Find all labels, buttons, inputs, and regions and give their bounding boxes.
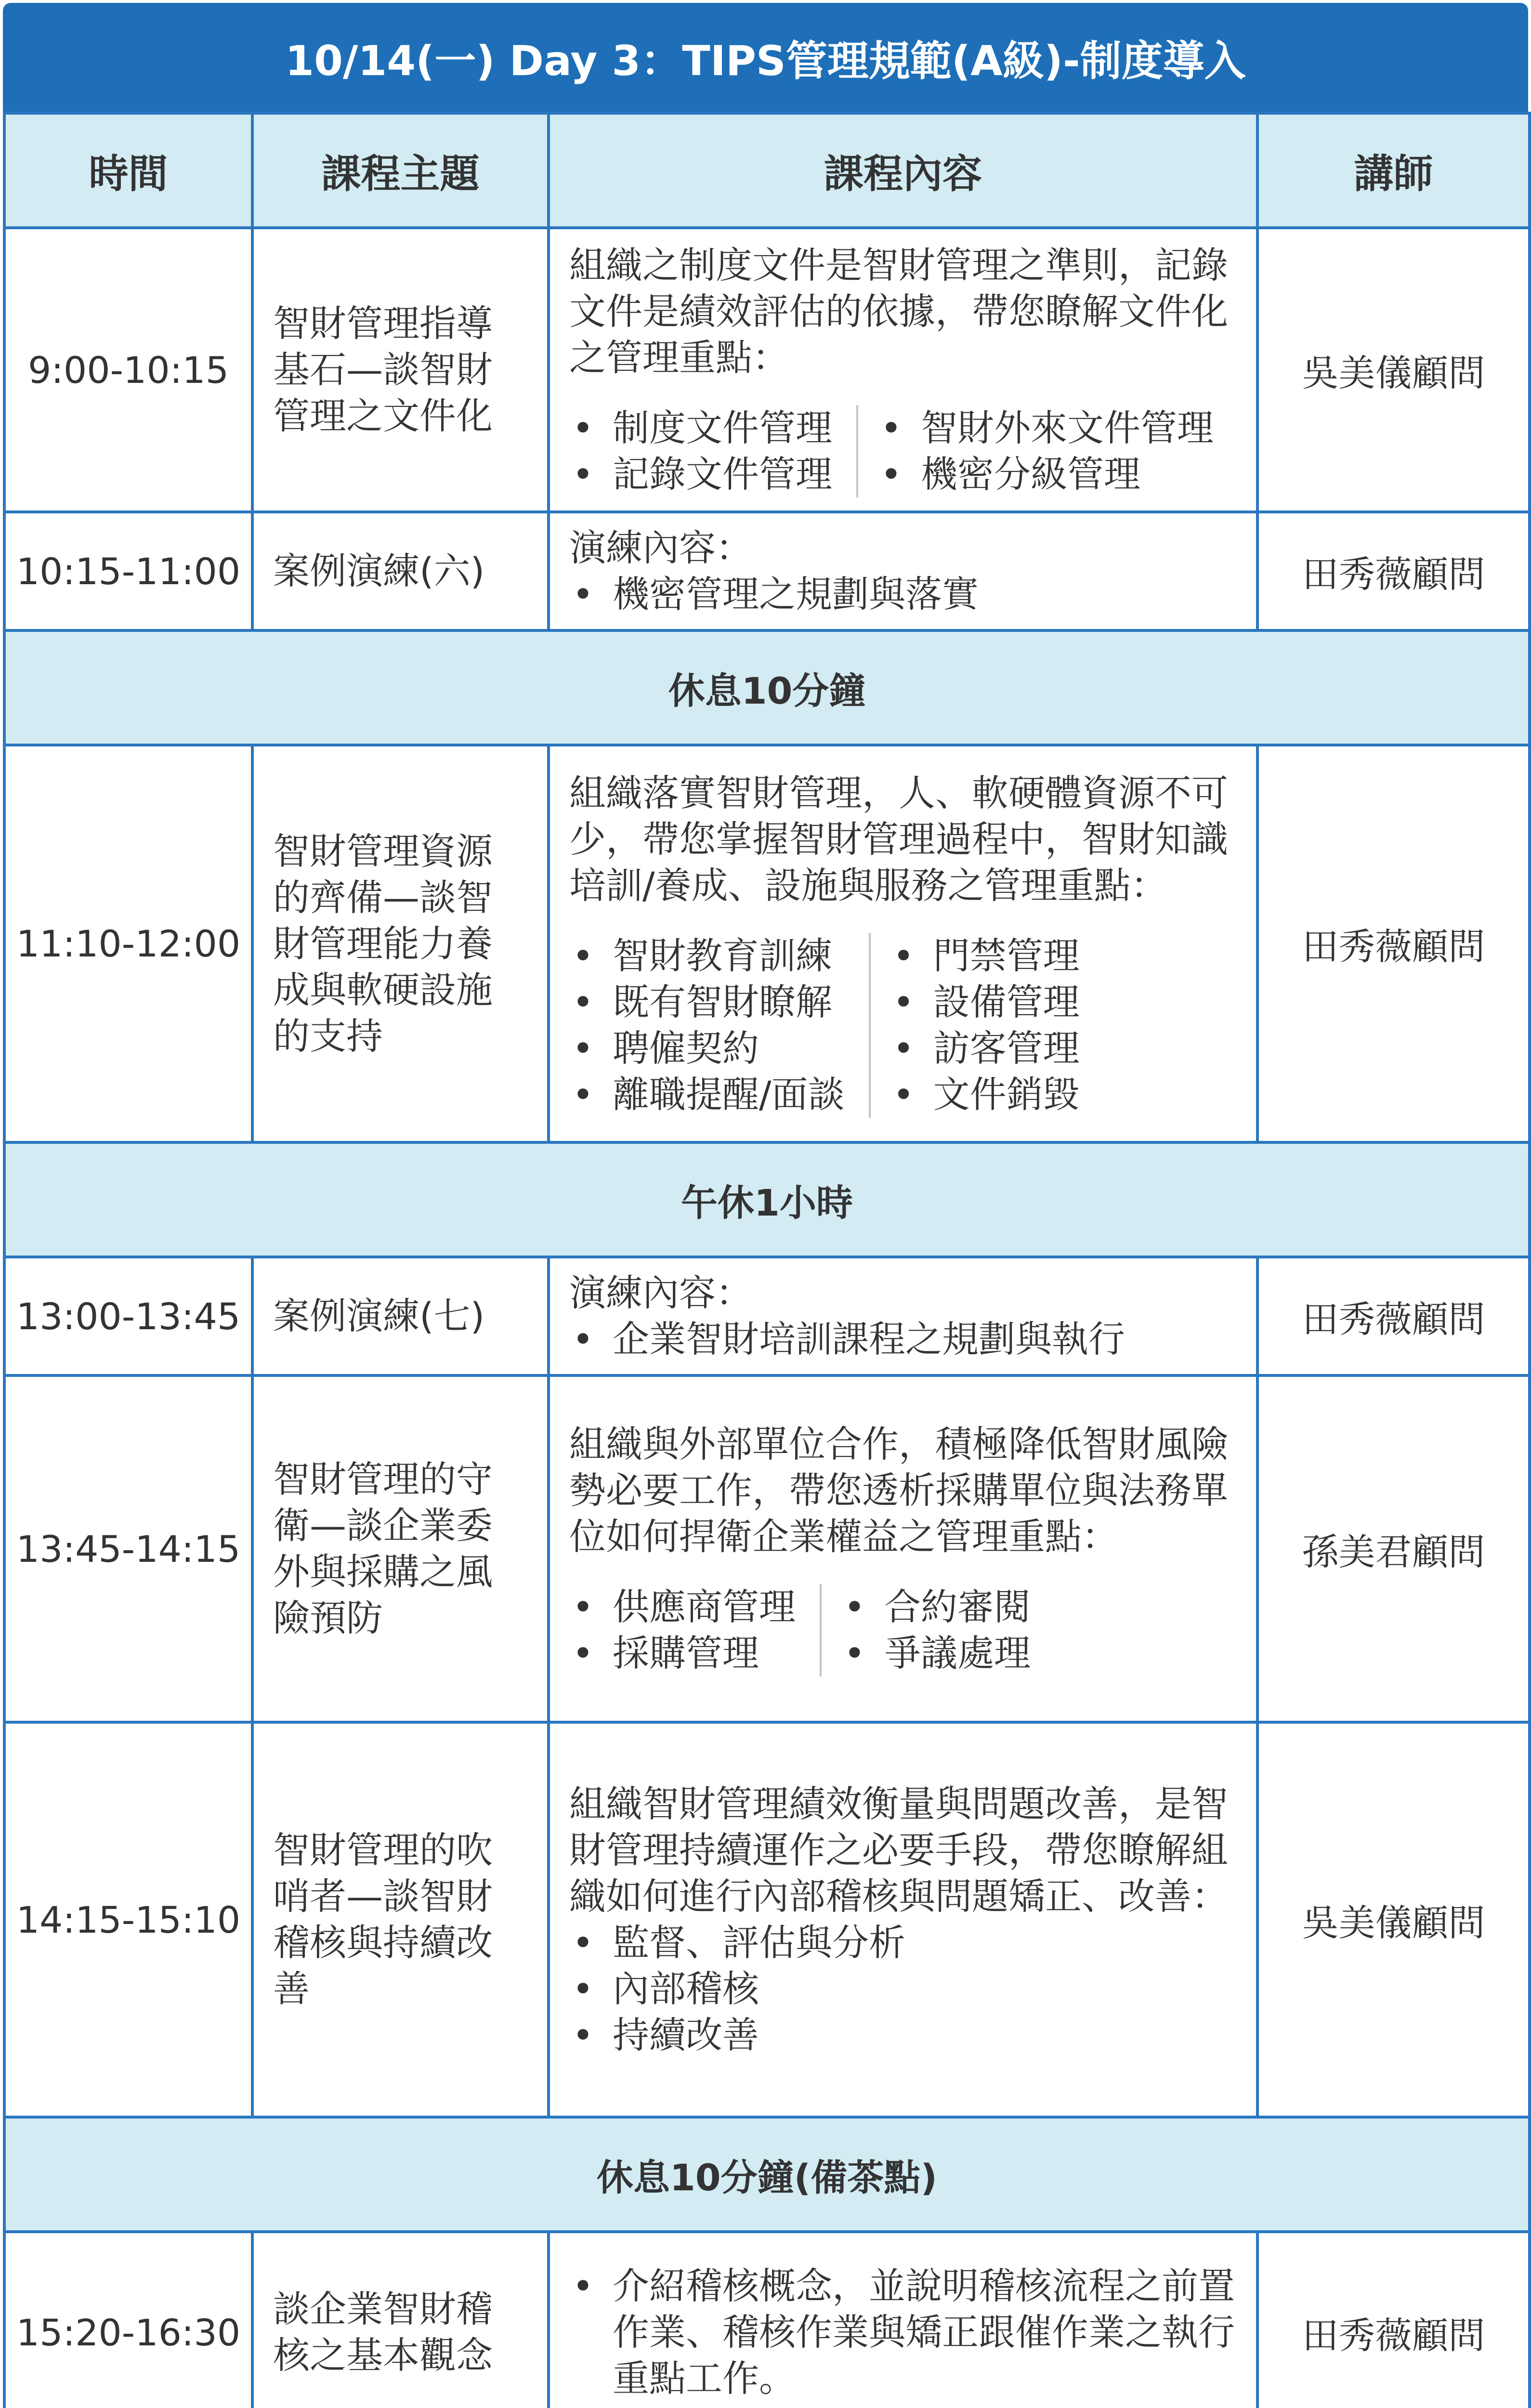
session-row: [4, 1257, 1530, 1375]
list-item: • 門禁管理: [890, 933, 1080, 979]
session-topic: 智財管理指導基石—談智財管理之文件化: [252, 228, 549, 512]
session-topic: 智財管理的吹哨者—談智財稽核與持續改善: [252, 1722, 549, 2117]
session-time: 15:20-16:30: [4, 2232, 252, 2408]
list-item: • 採購管理: [569, 1630, 796, 1676]
page-title: 10/14(一) Day 3：TIPS管理規範(A級)-制度導入: [3, 3, 1528, 112]
content-list: [569, 2263, 1237, 2402]
list-item: • 供應商管理: [569, 1584, 796, 1630]
session-teacher: 吳美儀顧問: [1257, 1722, 1530, 2117]
session-teacher: 孫美君顧問: [1257, 1375, 1530, 1722]
session-topic: 智財管理資源的齊備—談智財管理能力養成與軟硬設施的支持: [252, 745, 549, 1142]
schedule-table: [3, 112, 1531, 2408]
session-teacher: 田秀薇顧問: [1257, 2232, 1530, 2408]
header-topic: 課程主題: [252, 113, 549, 228]
session-row: [4, 512, 1530, 630]
content-intro: 組織智財管理績效衡量與問題改善，是智財管理持續運作之必要手段，帶您瞭解組織如何進行內部稽核與問題矯正、改善：: [569, 1782, 1228, 1918]
content-list-left: [569, 1584, 822, 1676]
session-row: [4, 1722, 1530, 2117]
break-label: 休息10分鐘(備茶點): [4, 2117, 1530, 2232]
session-topic: 案例演練(七): [252, 1257, 549, 1375]
session-content: [549, 745, 1257, 1142]
list-item: • 持續改善: [569, 2012, 1237, 2058]
list-item: • 介紹稽核概念，並說明稽核流程之前置作業、稽核作業與矯正跟催作業之執行重點工作。: [569, 2263, 1237, 2402]
session-row: [4, 1375, 1530, 1722]
session-time: 13:45-14:15: [4, 1375, 252, 1722]
session-content: [549, 1722, 1257, 2117]
break-label: 休息10分鐘: [4, 630, 1530, 745]
list-item: • 記錄文件管理: [569, 451, 832, 497]
content-columns: [569, 1584, 1237, 1676]
content-list-right: [890, 933, 1080, 1118]
session-time: 9:00-10:15: [4, 228, 252, 512]
list-item: • 訪客管理: [890, 1025, 1080, 1072]
list-item: • 企業智財培訓課程之規劃與執行: [569, 1316, 1237, 1362]
list-item: • 制度文件管理: [569, 405, 832, 451]
content-list: [569, 1316, 1237, 1362]
session-teacher: 田秀薇顧問: [1257, 745, 1530, 1142]
break-row: [4, 2117, 1530, 2232]
content-intro: 組織落實智財管理，人、軟硬體資源不可少，帶您掌握智財管理過程中，智財知識培訓/養成、設施與服務之管理重點：: [569, 771, 1228, 907]
session-row: [4, 2232, 1530, 2408]
list-item: • 設備管理: [890, 979, 1080, 1025]
list-item: • 機密管理之規劃與落實: [569, 571, 1237, 617]
session-row: [4, 745, 1530, 1142]
list-item: • 內部稽核: [569, 1966, 1237, 2012]
content-list-left: [569, 405, 858, 497]
list-item: • 機密分級管理: [877, 451, 1214, 497]
list-item: • 聘僱契約: [569, 1025, 845, 1072]
content-columns: [569, 405, 1237, 497]
list-item: • 智財教育訓練: [569, 933, 845, 979]
session-teacher: 田秀薇顧問: [1257, 512, 1530, 630]
list-item: • 文件銷毀: [890, 1072, 1080, 1118]
content-list: [569, 571, 1237, 617]
content-list-left: [569, 933, 871, 1118]
session-teacher: 吳美儀顧問: [1257, 228, 1530, 512]
header-time: 時間: [4, 113, 252, 228]
break-label: 午休1小時: [4, 1142, 1530, 1257]
break-row: [4, 1142, 1530, 1257]
list-item: • 離職提醒/面談: [569, 1072, 845, 1118]
header-row: [4, 113, 1530, 228]
break-row: [4, 630, 1530, 745]
session-teacher: 田秀薇顧問: [1257, 1257, 1530, 1375]
content-list: [569, 1920, 1237, 2058]
session-content: [549, 512, 1257, 630]
content-columns: [569, 933, 1237, 1118]
list-item: • 爭議處理: [841, 1630, 1031, 1676]
session-time: 14:15-15:10: [4, 1722, 252, 2117]
session-topic: 智財管理的守衛—談企業委外與採購之風險預防: [252, 1375, 549, 1722]
content-intro: 演練內容：: [569, 526, 752, 569]
session-topic: 案例演練(六): [252, 512, 549, 630]
session-time: 11:10-12:00: [4, 745, 252, 1142]
session-content: [549, 228, 1257, 512]
session-content: [549, 1257, 1257, 1375]
content-list-right: [841, 1584, 1031, 1676]
list-item: • 合約審閱: [841, 1584, 1031, 1630]
session-time: 10:15-11:00: [4, 512, 252, 630]
list-item: • 智財外來文件管理: [877, 405, 1214, 451]
session-topic: 談企業智財稽核之基本觀念: [252, 2232, 549, 2408]
session-content: [549, 1375, 1257, 1722]
session-row: [4, 228, 1530, 512]
content-intro: 組織與外部單位合作，積極降低智財風險勢必要工作，帶您透析採購單位與法務單位如何捍衛企業權益之管理重點：: [569, 1423, 1228, 1558]
session-content: [549, 2232, 1257, 2408]
header-content: 課程內容: [549, 113, 1257, 228]
content-intro: 演練內容：: [569, 1271, 752, 1314]
header-teacher: 講師: [1257, 113, 1530, 228]
content-list-right: [877, 405, 1214, 497]
list-item: • 監督、評估與分析: [569, 1920, 1237, 1966]
session-time: 13:00-13:45: [4, 1257, 252, 1375]
list-item: • 既有智財瞭解: [569, 979, 845, 1025]
content-intro: 組織之制度文件是智財管理之準則，記錄文件是績效評估的依據，帶您瞭解文件化之管理重點：: [569, 244, 1228, 379]
